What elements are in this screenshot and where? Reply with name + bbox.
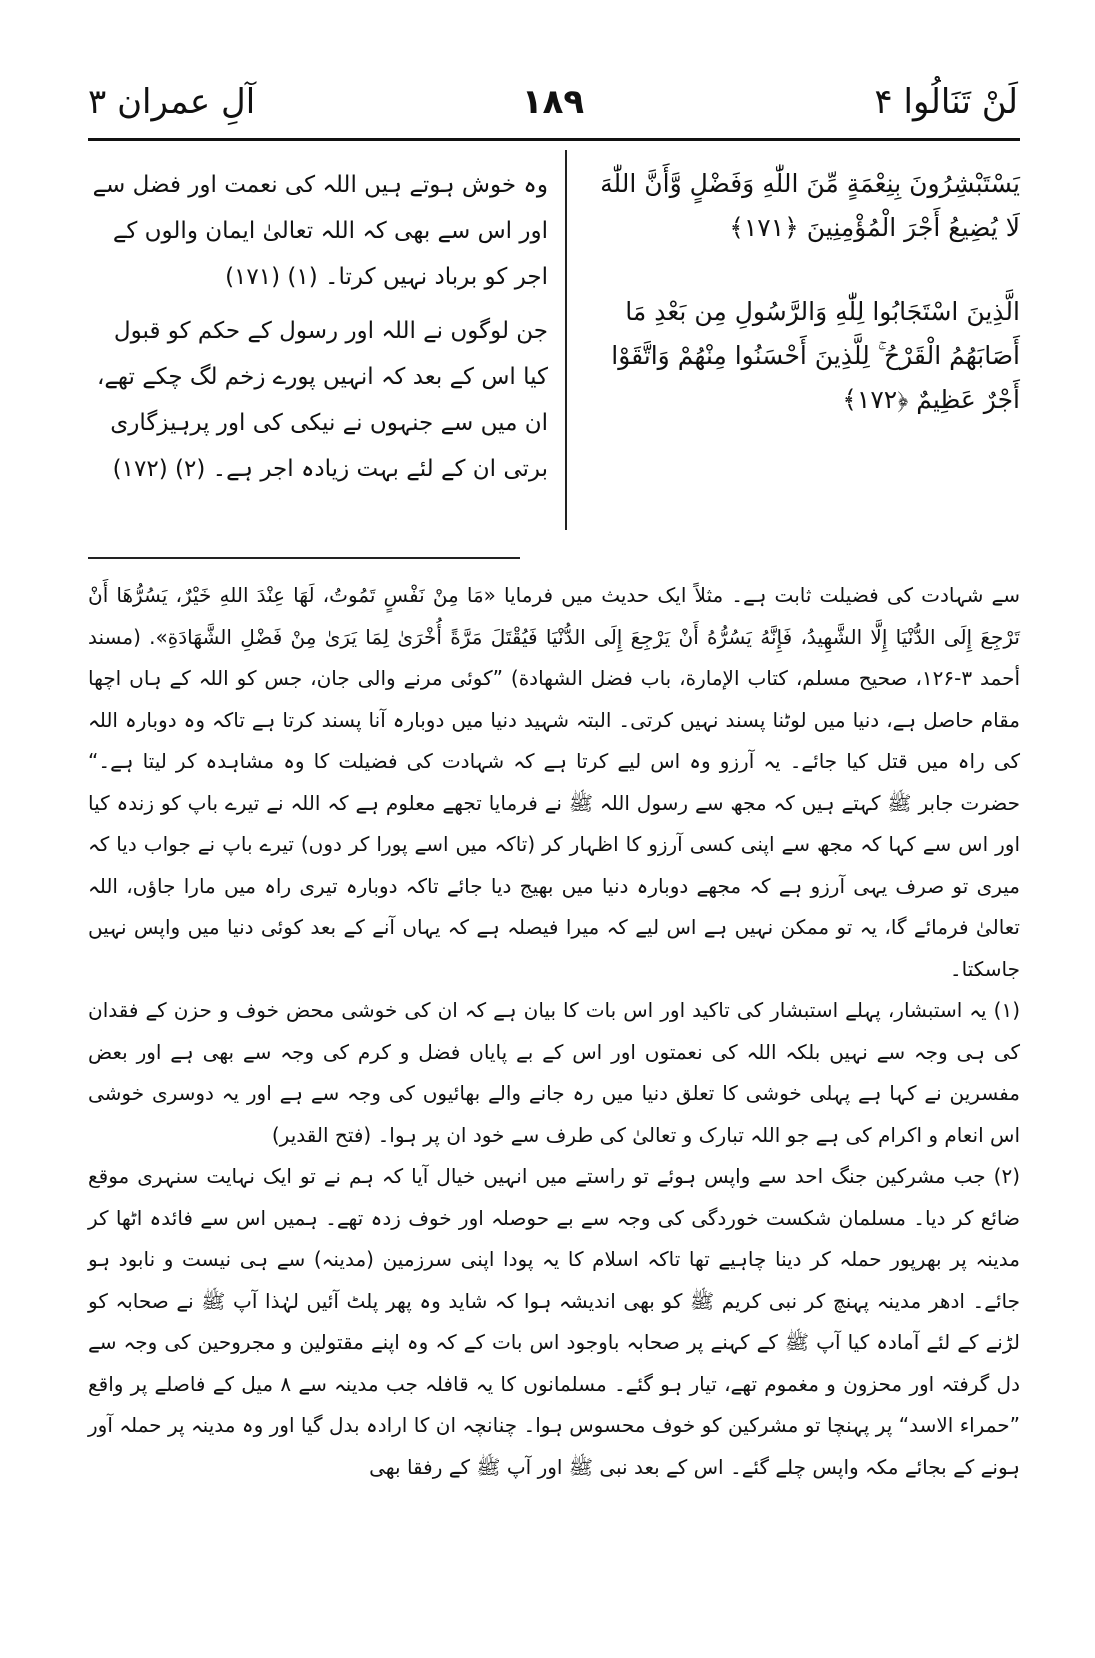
juz-title: لَنْ تَنَالُوا ۴ xyxy=(874,82,1018,122)
footnote-1: (۱) یہ استبشار، پہلے استبشار کی تاکید اور اس بات کا بیان ہے کہ ان کی خوشی محض خوف و حزن کے فقدان کی ہی وجہ سے نہیں بلکہ اللہ کی نعمتوں اور اس کے بے پایاں فضل و کرم کی وجہ سے بھی ہے اور بعض مفسرین نے کہا ہے پہلی خوشی کا تعلق دنیا میں رہ جانے والے بھائیوں کی وجہ سے ہے اور یہ دوسری خوشی اس انعام و اکرام کی ہے جو اللہ تبارک و تعالیٰ کی طرف سے خود ان پر ہوا۔ (فتح القدیر) xyxy=(88,998,1021,1147)
footnote-continuation: سے شہادت کی فضیلت ثابت ہے۔ مثلاً ایک حدیث میں فرمایا «مَا مِنْ نَفْسٍ تَمُوتُ، لَهَا عِنْدَ اللهِ خَيْرٌ، يَسُرُّهَا أَنْ تَرْجِعَ إِلَى الدُّنْيَا إِلَّا الشَّهِيدُ، فَإِنَّهُ يَسُرُّهُ أَنْ يَرْجِعَ إِلَى الدُّنْيَا فَيُقْتَلَ مَرَّةً أُخْرَىٰ لِمَا يَرَىٰ مِنْ فَضْلِ الشَّهَادَةِ». (مسند أحمد ۳-۱۲۶، صحيح مسلم، كتاب الإمارة، باب فضل الشهادة) ”کوئی مرنے والی جان، جس کو اللہ کے ہاں اچھا مقام حاصل ہے، دنیا میں لوٹنا پسند نہیں کرتی۔ البتہ شہید دنیا میں دوبارہ آنا پسند کرتا ہے تاکہ وہ دوبارہ اللہ کی راہ میں قتل کیا جائے۔ یہ آرزو وہ اس لیے کرتا ہے کہ شہادت کی فضیلت کا وہ مشاہدہ کر لیتا ہے۔“ حضرت جابر ﷺ کہتے ہیں کہ مجھ سے رسول اللہ ﷺ نے فرمایا تجھے معلوم ہے کہ اللہ نے تیرے باپ کو زندہ کیا اور اس سے کہا کہ مجھ سے اپنی کسی آرزو کا اظہار کر (تاکہ میں اسے پورا کر دوں) تیرے باپ نے جواب دیا کہ میری تو صرف یہی آرزو ہے کہ مجھے دوبارہ دنیا میں بھیج دیا جائے تاکہ دوبارہ تیری راہ میں مارا جاؤں، اللہ تعالیٰ فرمائے گا، یہ تو ممکن نہیں ہے اس لیے کہ میرا فیصلہ ہے کہ یہاں آنے کے بعد کوئی دنیا میں واپس نہیں جاسکتا۔ xyxy=(88,583,1021,981)
verse-172-translation: جن لوگوں نے اللہ اور رسول کے حکم کو قبول کیا اس کے بعد کہ انہیں پورے زخم لگ چکے تھے، ان میں سے جنہوں نے نیکی کی اور پرہیزگاری برتی ان کے لئے بہت زیادہ اجر ہے۔ (۲) (۱۷۲) xyxy=(96,318,548,482)
verse-172-arabic: الَّذِينَ اسْتَجَابُوا لِلّٰهِ وَالرَّسُولِ مِن بَعْدِ مَا أَصَابَهُمُ الْقَرْحُ ۚ لِلَّذِينَ أَحْسَنُوا مِنْهُمْ وَاتَّقَوْا أَجْرٌ عَظِيمٌ ﴿١٧٢﴾ xyxy=(611,297,1020,414)
urdu-translation-column xyxy=(88,162,548,492)
page-header xyxy=(88,72,1018,132)
surah-title: آلِ عمران ۳ xyxy=(88,82,256,122)
column-divider xyxy=(565,150,567,530)
page-number: ١٨٩ xyxy=(521,82,585,122)
footnote-separator xyxy=(88,557,520,559)
footnotes xyxy=(88,575,1020,1488)
arabic-text-column xyxy=(590,162,1020,462)
footnote-2: (۲) جب مشرکین جنگ احد سے واپس ہوئے تو راستے میں انہیں خیال آیا کہ ہم نے تو ایک نہایت سنہری موقع ضائع کر دیا۔ مسلمان شکست خوردگی کی وجہ سے بے حوصلہ اور خوف زدہ تھے۔ ہمیں اس سے فائدہ اٹھا کر مدینہ پر بھرپور حملہ کر دینا چاہیے تھا تاکہ اسلام کا یہ پودا اپنی سرزمین (مدینہ) سے ہی نیست و نابود ہو جائے۔ ادھر مدینہ پہنچ کر نبی کریم ﷺ کو بھی اندیشہ ہوا کہ شاید وہ پھر پلٹ آئیں لہٰذا آپ ﷺ نے صحابہ کو لڑنے کے لئے آمادہ کیا آپ ﷺ کے کہنے پر صحابہ باوجود اس بات کے کہ وہ اپنے مقتولین و مجروحین کی وجہ سے دل گرفتہ اور محزون و مغموم تھے، تیار ہو گئے۔ مسلمانوں کا یہ قافلہ جب مدینہ سے ۸ میل کے فاصلے پر واقع ”حمراء الاسد“ پر پہنچا تو مشرکین کو خوف محسوس ہوا۔ چنانچہ ان کا ارادہ بدل گیا اور وہ مدینہ پر حملہ آور ہونے کے بجائے مکہ واپس چلے گئے۔ اس کے بعد نبی ﷺ اور آپ ﷺ کے رفقا بھی xyxy=(88,1164,1020,1479)
verse-171-translation: وہ خوش ہوتے ہیں اللہ کی نعمت اور فضل سے اور اس سے بھی کہ اللہ تعالیٰ ایمان والوں کے اجر کو برباد نہیں کرتا۔ (۱) (۱۷۱) xyxy=(92,172,548,290)
header-rule xyxy=(88,138,1020,141)
verse-171-arabic: يَسْتَبْشِرُونَ بِنِعْمَةٍ مِّنَ اللّٰهِ وَفَضْلٍ وَّأَنَّ اللّٰهَ لَا يُضِيعُ أَجْرَ الْمُؤْمِنِينَ ﴿١٧١﴾ xyxy=(600,169,1020,242)
